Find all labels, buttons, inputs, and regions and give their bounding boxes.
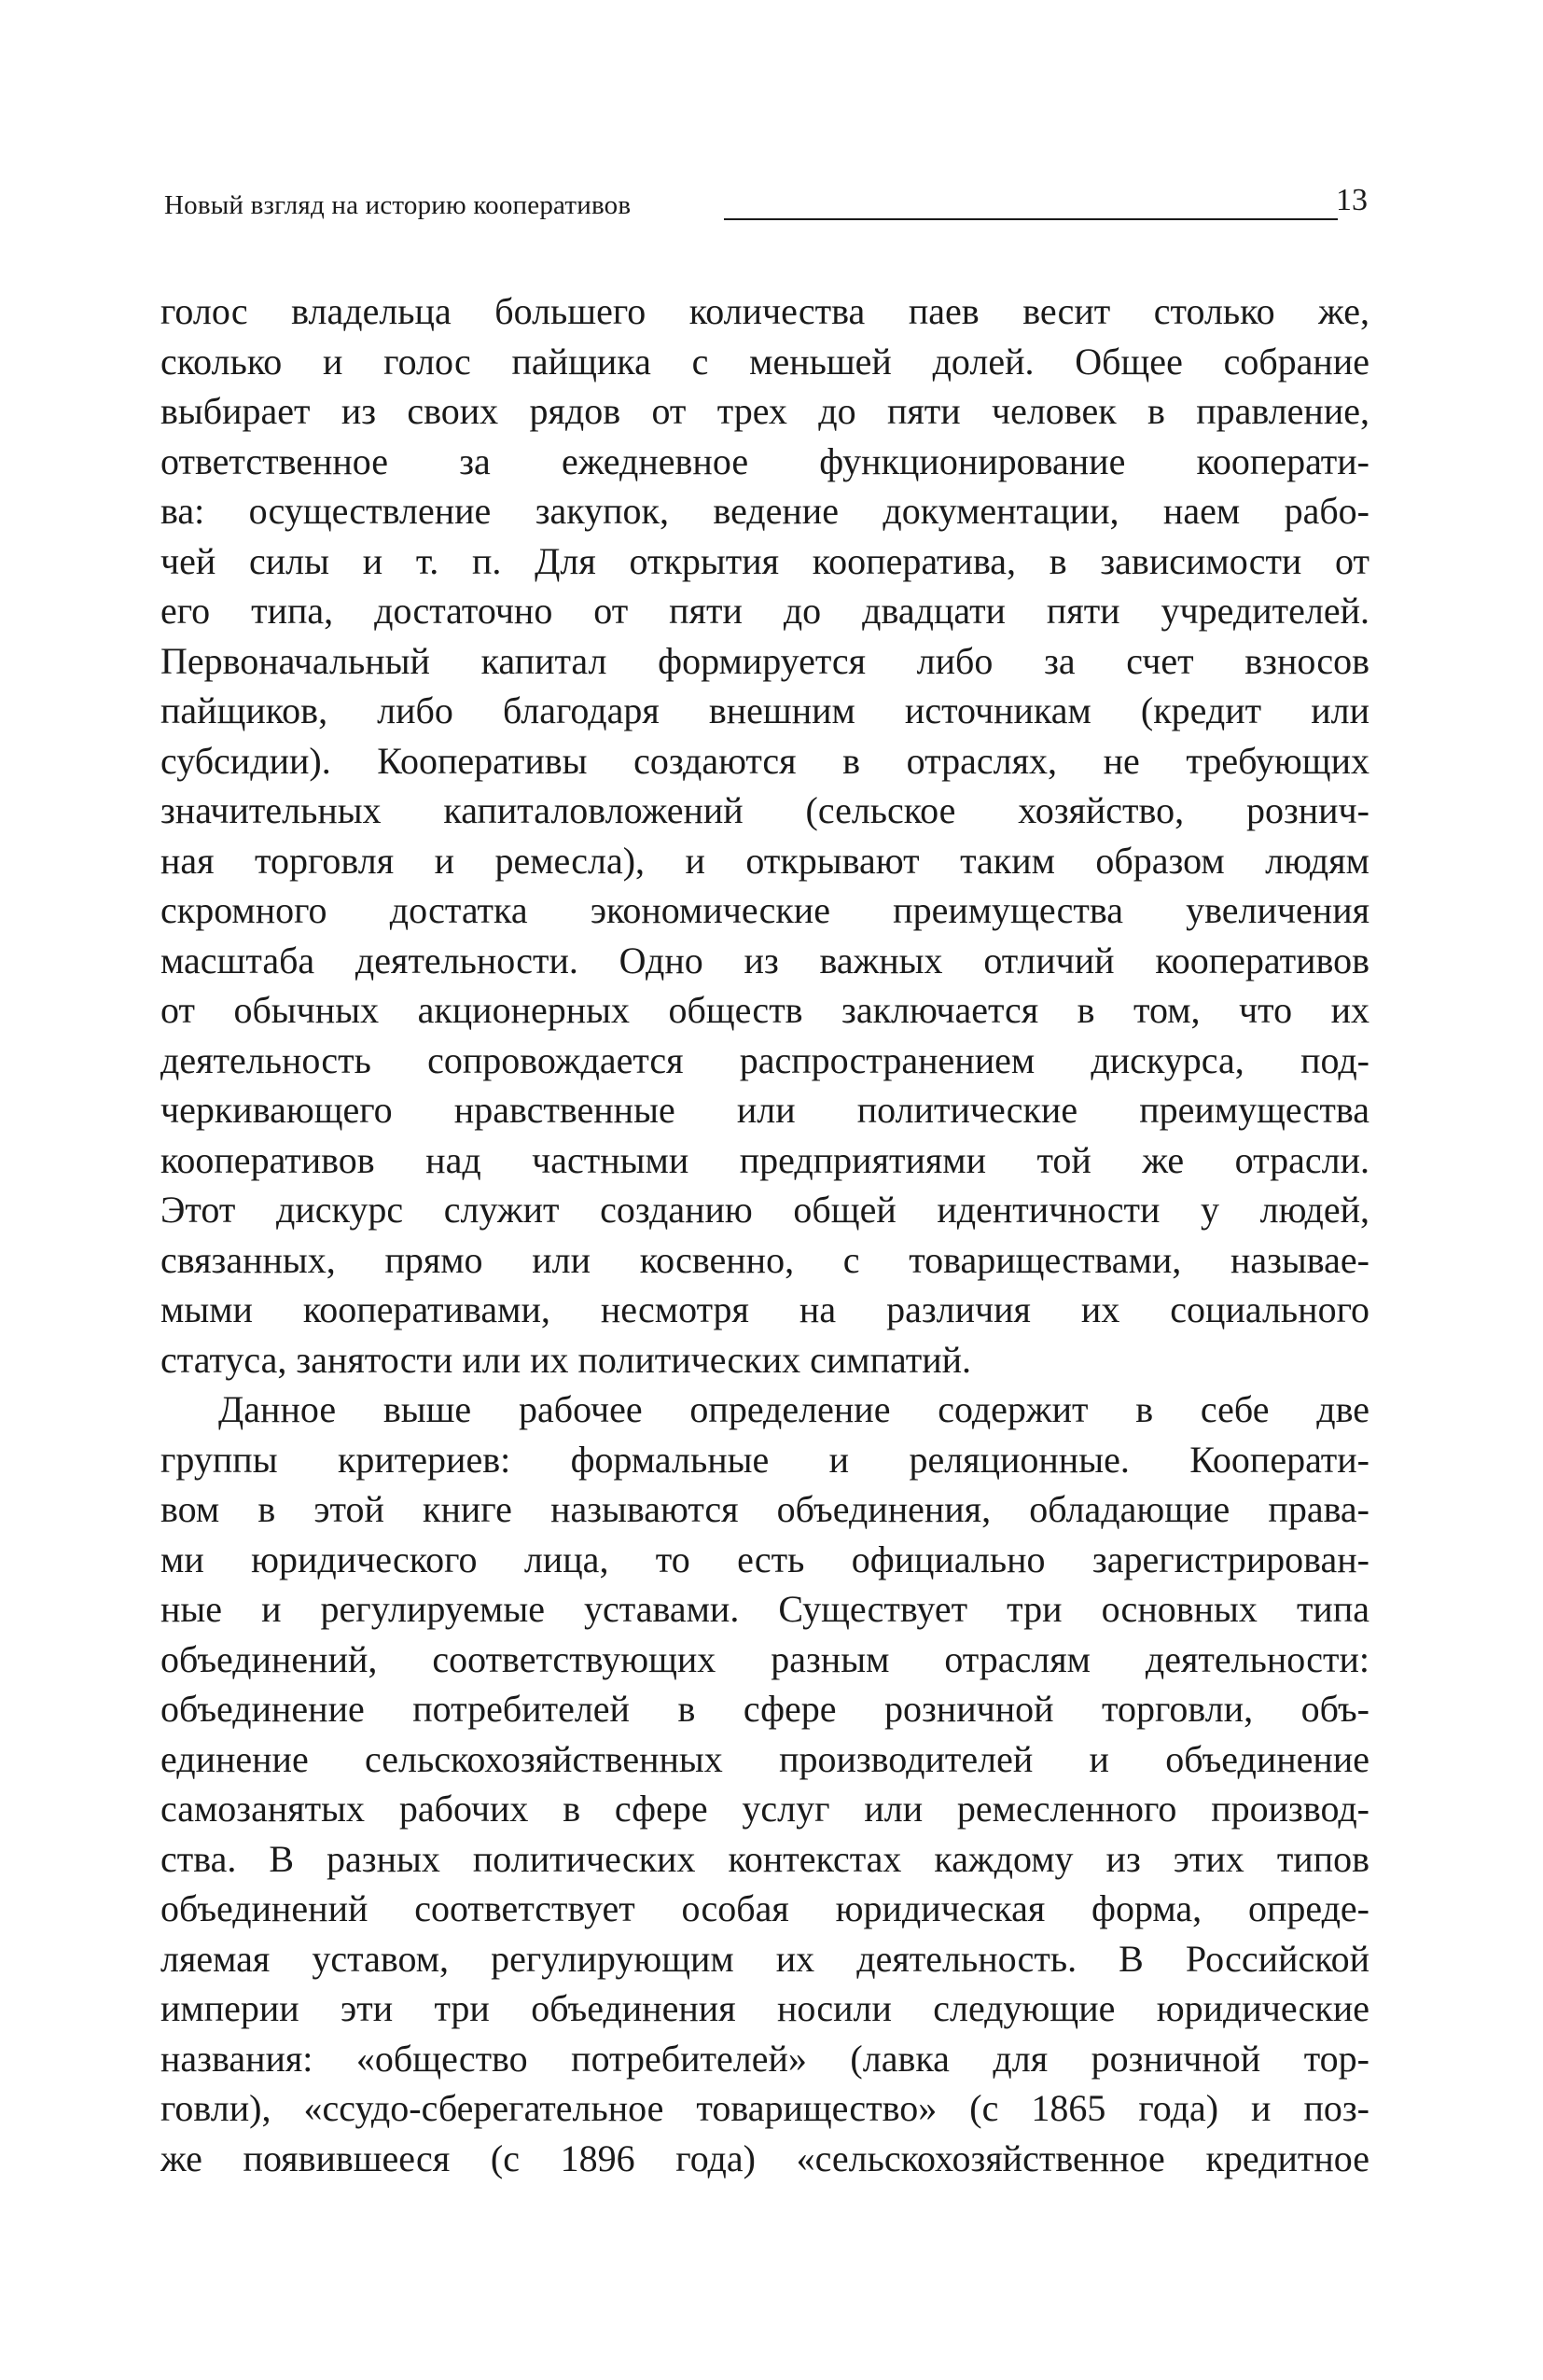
text-line: ная торговля и ремесла), и открывают таким образом людям — [160, 839, 1369, 882]
text-line: масштаба деятельности. Одно из важных отличий кооперативов — [160, 939, 1369, 981]
text-line: самозанятых рабочих в сфере услуг или ремесленного производ- — [160, 1788, 1369, 1830]
text-line: вом в этой книге называются объединения, обладающие права- — [160, 1488, 1369, 1530]
text-line: единение сельскохозяйственных производителей и объединение — [160, 1737, 1369, 1780]
running-title: Новый взгляд на историю кооперативов — [164, 190, 632, 220]
text-line: статуса, занятости или их политических симпатий. — [160, 1338, 972, 1381]
text-line: скромного достатка экономические преимущества увеличения — [160, 889, 1369, 931]
text-line: объединение потребителей в сфере розничной торговли, объ- — [160, 1688, 1369, 1730]
text-line: сколько и голос пайщика с меньшей долей. Общее собрание — [160, 340, 1369, 383]
text-line: империи эти три объединения носили следующие юридические — [160, 1987, 1369, 2029]
text-line: же появившееся (с 1896 года) «сельскохозяйственное кредитное — [160, 2136, 1369, 2179]
text-line: говли), «ссудо-сберегательное товарищество» (с 1865 года) и поз- — [160, 2087, 1369, 2129]
text-line: его типа, достаточно от пяти до двадцати пяти учредителей. — [160, 590, 1369, 632]
text-line: голос владельца большего количества паев весит столько же, — [160, 290, 1369, 332]
text-line: объединений соответствует особая юридическая форма, опреде- — [160, 1887, 1369, 1929]
text-line: ми юридического лица, то есть официально зарегистрирован- — [160, 1538, 1369, 1580]
text-line: Данное выше рабочее определение содержит в себе две — [218, 1388, 1369, 1430]
text-line: ные и регулируемые уставами. Существует три основных типа — [160, 1588, 1369, 1630]
text-line: ответственное за ежедневное функционирование кооперати- — [160, 439, 1369, 482]
running-header — [164, 183, 1368, 230]
text-line: чей силы и т. п. Для открытия кооператива, в зависимости от — [160, 539, 1369, 582]
text-line: мыми кооперативами, несмотря на различия их социального — [160, 1288, 1369, 1330]
text-line: от обычных акционерных обществ заключается в том, что их — [160, 989, 1369, 1031]
text-line: ва: осуществление закупок, ведение документации, наем рабо- — [160, 490, 1369, 532]
text-line: Первоначальный капитал формируется либо за счет взносов — [160, 639, 1369, 682]
text-line: объединений, соответствующих разным отраслям деятельности: — [160, 1637, 1369, 1680]
text-line: связанных, прямо или косвенно, с товариществами, называе- — [160, 1238, 1369, 1281]
body-text — [160, 286, 1369, 2183]
text-line: ства. В разных политических контекстах каждому из этих типов — [160, 1837, 1369, 1880]
page-number: 13 — [1336, 183, 1368, 217]
text-line: деятельность сопровождается распространением дискурса, под- — [160, 1038, 1369, 1081]
text-line: значительных капиталовложений (сельское хозяйство, рознич- — [160, 789, 1369, 831]
text-line: субсидии). Кооперативы создаются в отраслях, не требующих — [160, 739, 1369, 782]
text-line: выбирает из своих рядов от трех до пяти человек в правление, — [160, 390, 1369, 432]
header-rule — [724, 218, 1338, 220]
text-line: ляемая уставом, регулирующим их деятельность. В Российской — [160, 1937, 1369, 1980]
text-line: пайщиков, либо благодаря внешним источникам (кредит или — [160, 689, 1369, 731]
text-line: названия: «общество потребителей» (лавка для розничной тор- — [160, 2037, 1369, 2080]
text-line: Этот дискурс служит созданию общей идентичности у людей, — [160, 1189, 1369, 1231]
text-line: группы критериев: формальные и реляционные. Кооперати- — [160, 1438, 1369, 1481]
text-line: черкивающего нравственные или политические преимущества — [160, 1089, 1369, 1131]
text-line: кооперативов над частными предприятиями той же отрасли. — [160, 1138, 1369, 1181]
